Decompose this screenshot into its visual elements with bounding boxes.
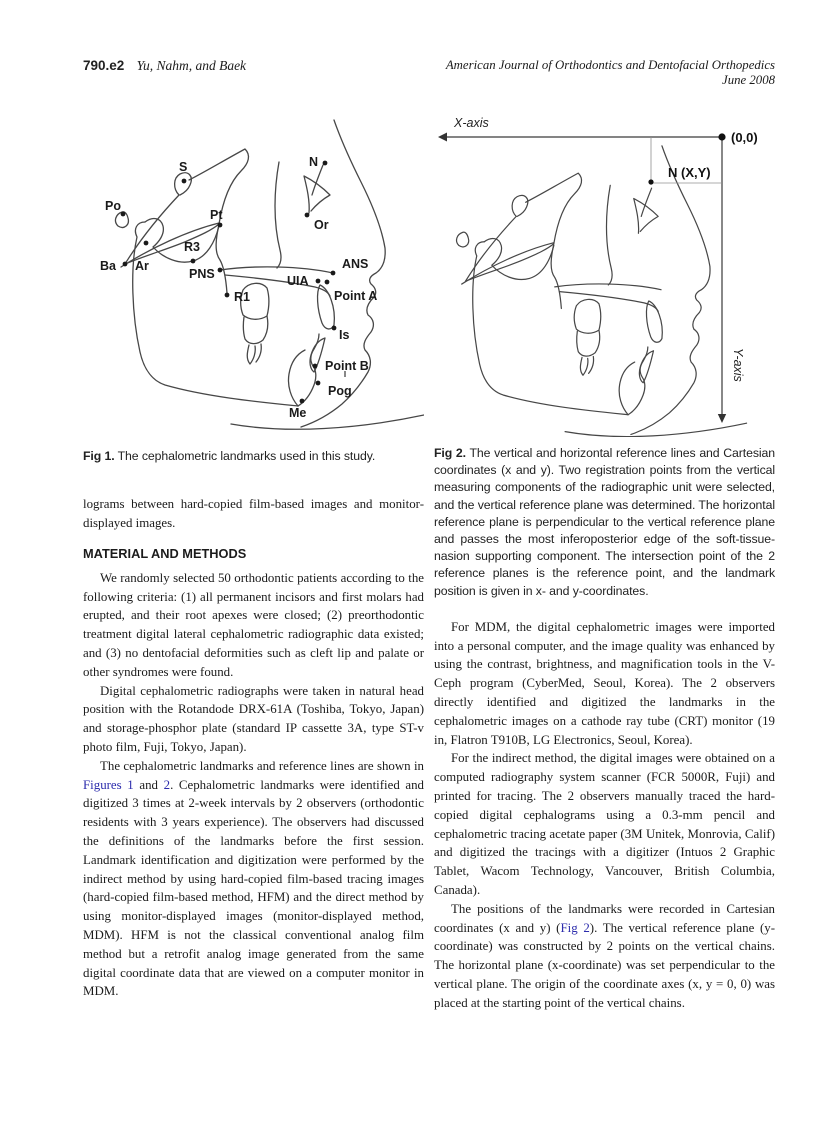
landmark-label-pt: Pt bbox=[210, 208, 223, 222]
landmark-dot-s bbox=[182, 179, 187, 184]
figure2-reference-lines-diagram bbox=[434, 110, 775, 437]
figure2-caption-label: Fig 2. bbox=[434, 446, 466, 460]
landmark-label-is: Is bbox=[339, 328, 350, 342]
landmark-label-r3: R3 bbox=[184, 240, 200, 254]
landmark-dot-r3 bbox=[191, 259, 196, 264]
paragraph-text: The positions of the landmarks were recorded in Cartesian coordinates (x and y) ( bbox=[434, 901, 775, 935]
origin-dot bbox=[718, 133, 725, 140]
nasion-dot bbox=[648, 179, 653, 184]
landmark-dot-point-a bbox=[325, 280, 330, 285]
landmark-dot-or bbox=[305, 213, 310, 218]
paragraph bbox=[434, 900, 775, 1013]
figure1-caption-label: Fig 1. bbox=[83, 449, 115, 463]
landmark-label-or: Or bbox=[314, 218, 329, 232]
landmark-label-r1: R1 bbox=[234, 290, 250, 304]
landmark-label-uia: UIA bbox=[287, 274, 309, 288]
figure1-caption bbox=[83, 448, 424, 465]
landmark-label-pog: Pog bbox=[328, 384, 352, 398]
journal-title: American Journal of Orthodontics and Dentofacial Orthopedics bbox=[445, 58, 775, 72]
landmark-label-ar: Ar bbox=[135, 259, 149, 273]
landmark-label-pns: PNS bbox=[189, 267, 215, 281]
figure1-cephalometric-landmarks-diagram bbox=[83, 118, 424, 440]
figure1-landmark-labels bbox=[100, 155, 377, 420]
section-heading-material-and-methods: MATERIAL AND METHODS bbox=[83, 545, 247, 561]
landmark-dot-ba bbox=[123, 262, 128, 267]
running-authors: Yu, Nahm, and Baek bbox=[136, 58, 247, 73]
landmark-label-po: Po bbox=[105, 199, 121, 213]
figure2-caption bbox=[434, 445, 775, 600]
right-column bbox=[434, 108, 775, 1013]
running-head-left bbox=[83, 58, 246, 74]
landmark-dot-me bbox=[300, 399, 305, 404]
cephalometric-head-tracing bbox=[457, 146, 747, 437]
paragraph-continuation: lograms between hard-copied film-based images and monitor-displayed images. bbox=[83, 497, 424, 530]
left-column bbox=[83, 108, 424, 1013]
n-point-label: N (X,Y) bbox=[668, 165, 711, 180]
journal-issue: June 2008 bbox=[722, 73, 775, 87]
y-axis-arrowhead bbox=[718, 414, 726, 423]
paragraph: We randomly selected 50 orthodontic patients according to the following criteria: (1) all permanent incisors and first molars had erupted, and their root apexes were closed; (2) preorthodontic treatment digital lateral cephalometric radiographic data existed; and (3) no dentofacial deformities such as cleft lip and palate or other syndromes were found. bbox=[83, 570, 424, 679]
landmark-dot-pt bbox=[218, 223, 223, 228]
paragraph: For MDM, the digital cephalometric images were imported into a personal computer, and the image quality was enhanced by using the contrast, brightness, and magnification tools in the V-Ceph program (CyberMed, Seoul, Korea). The 2 observers directly identified and digitized the landmarks in the cephalometric images on a cathode ray tube (CRT) monitor (19 in, Flatron T910B, LG Electronics, Seoul, Korea). bbox=[434, 619, 775, 747]
paragraph bbox=[83, 757, 424, 1001]
landmark-label-ans: ANS bbox=[342, 257, 369, 271]
landmark-dot-ar bbox=[144, 241, 149, 246]
running-head-right bbox=[446, 58, 775, 88]
cephalometric-head-tracing bbox=[115, 120, 424, 429]
figure1-caption-text: The cephalometric landmarks used in this study. bbox=[117, 449, 376, 463]
landmark-dot-uia bbox=[316, 279, 321, 284]
paragraph-text: . Cephalometric landmarks were identified and digitized 3 times at 2-week intervals by 2 observers (orthodontic residents with 3 years experience). The observers had discussed the definitions of the landmarks before the first session. Landmark identification and digitization were performed by the indirect method by using hard-copied film-based tracing images (hard-copied film-based method, HFM) and the direct method by using monitor-displayed images (monitor-displayed method, MDM). HFM is not the classical conventional analog film method but a retrofit analog image generated from the same digital coordinate data that are viewed on a computer monitor in MDM. bbox=[83, 777, 425, 999]
landmark-label-s: S bbox=[179, 160, 188, 174]
landmark-dot-r1 bbox=[225, 293, 230, 298]
paragraph-text: ). The vertical reference plane (y-coordinate) was constructed by 2 points on the vertical chains. The horizontal plane (x-coordinate) was set perpendicular to the vertical plane. The origin of the coordinate axes (x, y = 0, 0) was placed at the starting point of the vertical chains. bbox=[434, 920, 775, 1010]
two-column-layout bbox=[83, 108, 775, 1013]
landmark-dot-pns bbox=[218, 268, 223, 273]
landmark-dot-ans bbox=[331, 271, 336, 276]
page-header bbox=[83, 58, 775, 88]
figure2-citation-link-2[interactable]: Fig 2 bbox=[560, 920, 590, 935]
paragraph-text: The cephalometric landmarks and reference lines are shown in bbox=[100, 758, 424, 773]
paragraph-text: and bbox=[133, 777, 164, 792]
figure2-caption-text: The vertical and horizontal reference lines and Cartesian coordinates (x and y). Two registration points from the vertical measuring components of the radiographic unit were selected, and the vertical reference plane was determined. The horizontal reference plane is perpendicular to the vertical reference plane and passes the most inferoposterior edge of the soft-tissue-nasion supporting component. The intersection point of the 2 reference planes is the reference point, and the landmark position is given in x- and y-coordinates. bbox=[434, 446, 775, 598]
landmark-dot-is bbox=[332, 326, 337, 331]
origin-label: (0,0) bbox=[731, 130, 758, 145]
paragraph: For the indirect method, the digital images were obtained on a computed radiography system scanner (FCR 5000R, Fuji) and printed for tracing. The 2 observers manually traced the hard-copied digital cephalograms using a 0.3-mm pencil and cephalometric tracing acetate paper (3M Unitek, Monrovia, Calif) and digitized the tracings with a digitizer (Intuos 2 Graphic Tablet, Wacom Technology, Vancouver, British Columbia, Canada). bbox=[434, 751, 775, 897]
landmark-label-me: Me bbox=[289, 406, 307, 420]
x-axis-label: X-axis bbox=[454, 116, 489, 130]
figure1-citation-link[interactable]: Figures 1 bbox=[83, 777, 134, 792]
landmark-dot-po bbox=[121, 212, 126, 217]
y-axis-label: Y-axis bbox=[731, 348, 745, 382]
figure2-citation-link[interactable]: 2 bbox=[163, 777, 171, 792]
landmark-label-ba: Ba bbox=[100, 259, 116, 273]
landmark-dot-pog bbox=[316, 381, 321, 386]
x-axis-arrowhead bbox=[438, 133, 447, 142]
landmark-label-n: N bbox=[309, 155, 319, 169]
page-number: 790.e2 bbox=[83, 58, 125, 73]
landmark-dot-point-b bbox=[313, 364, 318, 369]
landmark-label-point-a: Point A bbox=[334, 289, 378, 303]
landmark-dot-n bbox=[323, 161, 328, 166]
landmark-label-point-b: Point B bbox=[325, 359, 369, 373]
paragraph: Digital cephalometric radiographs were taken in natural head position with the Rotandode DRX-61A (Toshiba, Tokyo, Japan) and storage-phosphor plate (standard IP cassette 3A, type ST-v photo film, Fuji, Tokyo, Japan). bbox=[83, 683, 424, 754]
